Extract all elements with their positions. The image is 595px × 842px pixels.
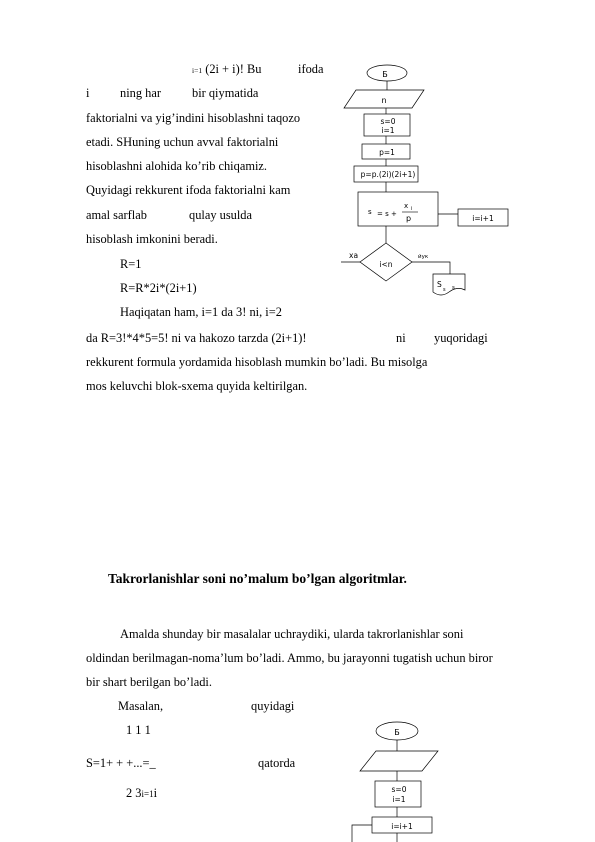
formula-text: Bu — [246, 62, 262, 76]
sum-s-label: s — [368, 208, 372, 216]
no-label: йук — [418, 254, 429, 260]
text-line: Quyidagi rekkurent ifoda faktorialni kam — [86, 183, 291, 197]
text-line: etadi. SHuning uchun avval faktorialni — [86, 135, 279, 149]
section-heading: Takrorlanishlar soni no’malum bo’lgan algoritmlar. — [108, 571, 407, 586]
output-label: S — [437, 280, 442, 289]
wide-line-c: yuqoridagi — [434, 331, 488, 345]
recurrence-formula: R=R*2i*(2i+1) — [120, 281, 197, 295]
text-line: hisoblashni alohida ko’rib chiqamiz. — [86, 159, 268, 173]
sum-numerator: x — [404, 202, 409, 210]
init-s-label-2: s=0 — [391, 785, 407, 794]
sum-lower-limit: i=1 — [192, 66, 203, 75]
increment-label: i=i+1 — [472, 214, 494, 223]
text-line-i: i — [86, 86, 90, 100]
sum-eq-label: = s + — [377, 210, 397, 218]
series-sum-index: i=1 — [141, 789, 154, 799]
quyidagi-text: quyidagi — [251, 699, 295, 713]
p-update-label: p=p.(2i)(2i+1) — [360, 170, 416, 179]
text-line-amal: amal sarflab — [86, 208, 147, 222]
start-label: Б — [382, 70, 388, 79]
condition-label: i<n — [379, 260, 393, 269]
text-line-qulay: qulay usulda — [189, 208, 252, 222]
wide-line: rekkurent formula yordamida hisoblash mumkin bo’ladi. Bu misolga — [86, 355, 428, 369]
paragraph-line: oldindan berilmagan-noma’lum bo’ladi. Ammo, bu jarayonni tugatish uchun biror — [86, 651, 493, 665]
increment-label-2: i=i+1 — [391, 822, 413, 831]
wide-line-b: ni — [396, 331, 406, 345]
init-i-label-2: i=1 — [392, 795, 406, 804]
factorial-expression: (2i + i)! — [205, 62, 244, 76]
qatorda-text: qatorda — [258, 756, 296, 770]
text-line-bir-qiymatida: bir qiymatida — [192, 86, 259, 100]
start-label-2: Б — [394, 728, 400, 737]
series-expression: S=1+ + +...=_ — [86, 756, 156, 770]
init-s-label: s=0 — [380, 117, 396, 126]
p-init-label: p=1 — [379, 148, 395, 157]
input-label: n — [381, 96, 387, 105]
paragraph-line: Amalda shunday bir masalalar uchraydiki, ularda takrorlanishlar soni — [120, 627, 464, 641]
formula-text-ifoda: ifoda — [298, 62, 324, 76]
series-numerators: 1 1 1 — [126, 723, 151, 737]
sum-numerator-sub: i — [411, 206, 413, 212]
paragraph-line: bir shart berilgan bo’ladi. — [86, 675, 212, 689]
yes-label: ха — [349, 251, 359, 260]
recurrence-init: R=1 — [120, 257, 142, 271]
masalan-text: Masalan, — [118, 699, 164, 713]
sum-denominator: p — [406, 214, 412, 223]
recurrence-note: Haqiqatan ham, i=1 da 3! ni, i=2 — [120, 305, 282, 319]
series-denominators — [126, 786, 157, 801]
wide-line: mos keluvchi blok-sxema quyida keltirilgan. — [86, 379, 308, 393]
series-tail: i — [153, 786, 158, 800]
denominator-values: 2 3 — [126, 786, 142, 800]
wide-line-a: da R=3!*4*5=5! ni va hakozo tarzda (2i+1)! — [86, 331, 307, 345]
output-sub: s — [443, 287, 446, 293]
input-block-2 — [360, 751, 438, 771]
init-i-label: i=1 — [381, 126, 395, 135]
text-line: hisoblash imkonini beradi. — [86, 232, 218, 246]
text-line-ning-har: ning har — [120, 86, 161, 100]
output-end: s — [452, 285, 455, 291]
text-line: faktorialni va yig’indini hisoblashni taqozo — [86, 111, 301, 125]
